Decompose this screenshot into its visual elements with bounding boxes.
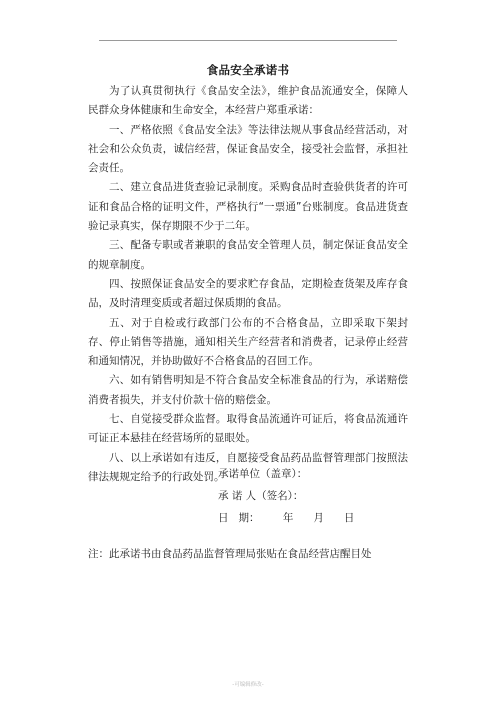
signature-unit-line: 承诺单位（盖章）： [218, 468, 308, 480]
posting-note: 注：此承诺书由食品药品监督管理局张贴在食品经营店醒目处 [88, 548, 372, 560]
intro-paragraph: 为了认真贯彻执行《食品安全法》，维护食品流通安全，保障人民群众身体健康和生命安全，本经营户郑重承诺： [88, 85, 408, 117]
header-rule [99, 40, 397, 41]
clause-1: 一、严格依照《食品安全法》等法律法规从事食品经营活动，对社会和公众负责，诚信经营，保证食品安全，接受社会监督，承担社会责任。 [88, 123, 408, 175]
clause-8: 八、以上承诺如有违反，自愿接受食品药品监督管理部门按照法律法规规定给予的行政处罚。 [88, 451, 408, 483]
clause-4: 四、按照保证食品安全的要求贮存食品，定期检查货架及库存食品，及时清理变质或者超过保质期的食品。 [88, 277, 408, 310]
page-footer: -可编辑修改- [232, 682, 264, 688]
document-body [88, 82, 408, 487]
document-title: 食品安全承诺书 [206, 63, 290, 77]
clause-7: 七、自觉接受群众监督。取得食品流通许可证后，将食品流通许可证正本悬挂在经营场所的显眼处。 [88, 413, 408, 445]
clause-6: 六、如有销售明知是不符合食品安全标准食品的行为，承诺赔偿消费者损失，并支付价款十倍的赔偿金。 [88, 374, 408, 406]
clause-2: 二、建立食品进货查验记录制度。采购食品时查验供货者的许可证和食品合格的证明文件，严格执行“一票通”台账制度。食品进货查验记录真实，保存期限不少于二年。 [88, 181, 408, 233]
clause-5: 五、对于自检或行政部门公布的不合格食品，立即采取下架封存、停止销售等措施，通知相关生产经营者和消费者，记录停止经营和通知情况，并协助做好不合格食品的召回工作。 [88, 316, 408, 368]
signature-person-line: 承 诺 人（签名）： [218, 490, 304, 502]
signature-date-line: 日 期： 年 月 日 [218, 512, 355, 524]
clause-3: 三、配备专职或者兼职的食品安全管理人员，制定保证食品安全的规章制度。 [88, 239, 408, 271]
